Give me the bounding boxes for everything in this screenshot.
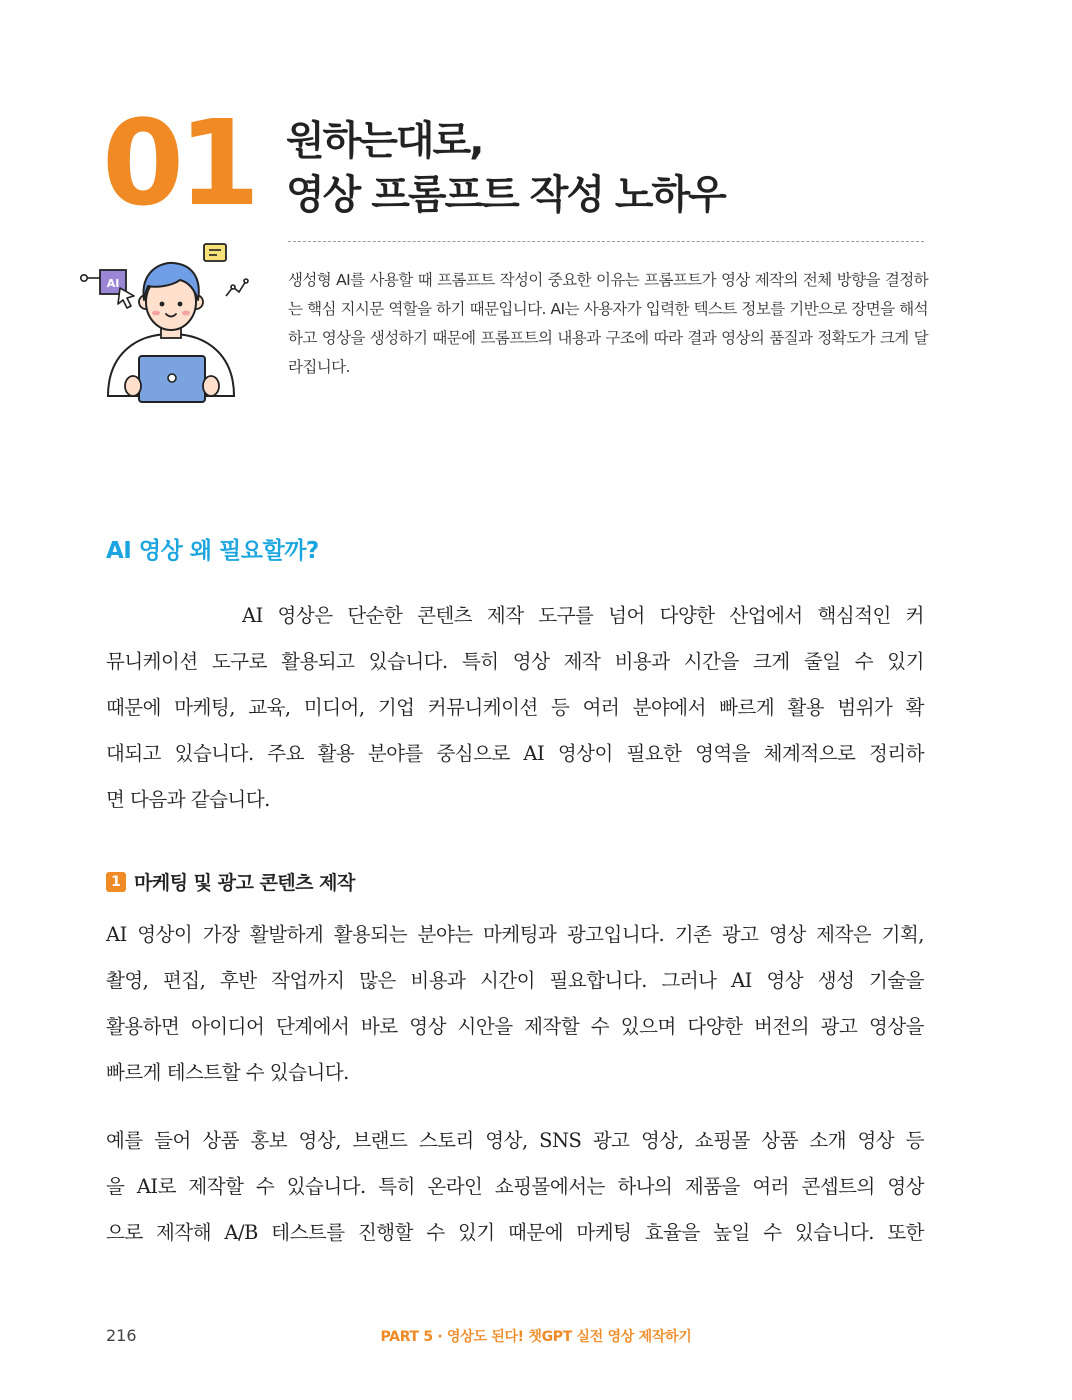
paragraph-line: 때문에 마케팅, 교육, 미디어, 기업 커뮤니케이션 등 여러 분야에서 빠르게 활용 범위가 확 [106, 696, 924, 719]
svg-text:AI: AI [106, 277, 120, 290]
subsection-heading [106, 868, 355, 895]
chapter-title-line2: 영상 프롬프트 작성 노하우 [286, 172, 725, 218]
body-paragraph-2 [106, 912, 924, 1096]
connector-icon [81, 275, 100, 281]
paragraph-line: 뮤니케이션 도구로 활용되고 있습니다. 특히 영상 제작 비용과 시간을 크게 줄일 수 있기 [106, 650, 924, 673]
chapter-number: 01 [102, 94, 255, 232]
person-with-laptop-illustration [76, 236, 266, 408]
paragraph-line: 빠르게 테스트할 수 있습니다. [106, 1061, 349, 1084]
paragraph-line: 면 다음과 같습니다. [106, 788, 270, 811]
chart-squiggle-icon [226, 279, 248, 296]
paragraph-line: 촬영, 편집, 후반 작업까지 많은 비용과 시간이 필요합니다. 그러나 AI 영상 생성 기술을 [106, 969, 924, 992]
chapter-title [286, 114, 725, 222]
cursor-icon [118, 288, 134, 308]
paragraph-line: 대되고 있습니다. 주요 활용 분야를 중심으로 AI 영상이 필요한 영역을 체계적으로 정리하 [106, 742, 924, 765]
body-paragraph-3 [106, 1118, 924, 1256]
page-number: 216 [106, 1326, 137, 1345]
section-heading: AI 영상 왜 필요할까? [106, 538, 319, 564]
subsection-title: 마케팅 및 광고 콘텐츠 제작 [134, 872, 355, 894]
paragraph-line: 예를 들어 상품 홍보 영상, 브랜드 스토리 영상, SNS 광고 영상, 쇼핑몰 상품 소개 영상 등 [106, 1129, 924, 1152]
paragraph-line: AI 영상이 가장 활발하게 활용되는 분야는 마케팅과 광고입니다. 기존 광고 영상 제작은 기획, [106, 923, 924, 946]
chapter-title-line1: 원하는대로, [286, 118, 483, 164]
paragraph-line: AI 영상은 단순한 콘텐츠 제작 도구를 넘어 다양한 산업에서 핵심적인 커 [242, 604, 924, 627]
running-footer: PART 5 · 영상도 된다! 챗GPT 실전 영상 제작하기 [380, 1329, 692, 1345]
paragraph-line: 을 AI로 제작할 수 있습니다. 특히 온라인 쇼핑몰에서는 하나의 제품을 여러 콘셉트의 영상 [106, 1175, 924, 1198]
number-badge: 1 [106, 872, 126, 892]
laptop-icon [139, 356, 205, 402]
note-icon [204, 244, 226, 261]
paragraph-line: 활용하면 아이디어 단계에서 바로 영상 시안을 제작할 수 있으며 다양한 버전의 광고 영상을 [106, 1015, 924, 1038]
paragraph-line: 으로 제작해 A/B 테스트를 진행할 수 있기 때문에 마케팅 효율을 높일 수 있습니다. 또한 [106, 1221, 924, 1244]
intro-paragraph: 생성형 AI를 사용할 때 프롬프트 작성이 중요한 이유는 프롬프트가 영상 제작의 전체 방향을 결정하는 핵심 지시문 역할을 하기 때문입니다. AI는 사용자가 입력한 텍스트 정보를 기반으로 장면을 해석하고 영상을 생성하기 때문에 프롬프트의 내용과 구조에 따라 결과 영상의 품질과 정확도가 크게 달라집니다. [288, 271, 928, 376]
dashed-divider [288, 241, 924, 242]
body-paragraph-1 [106, 593, 924, 823]
